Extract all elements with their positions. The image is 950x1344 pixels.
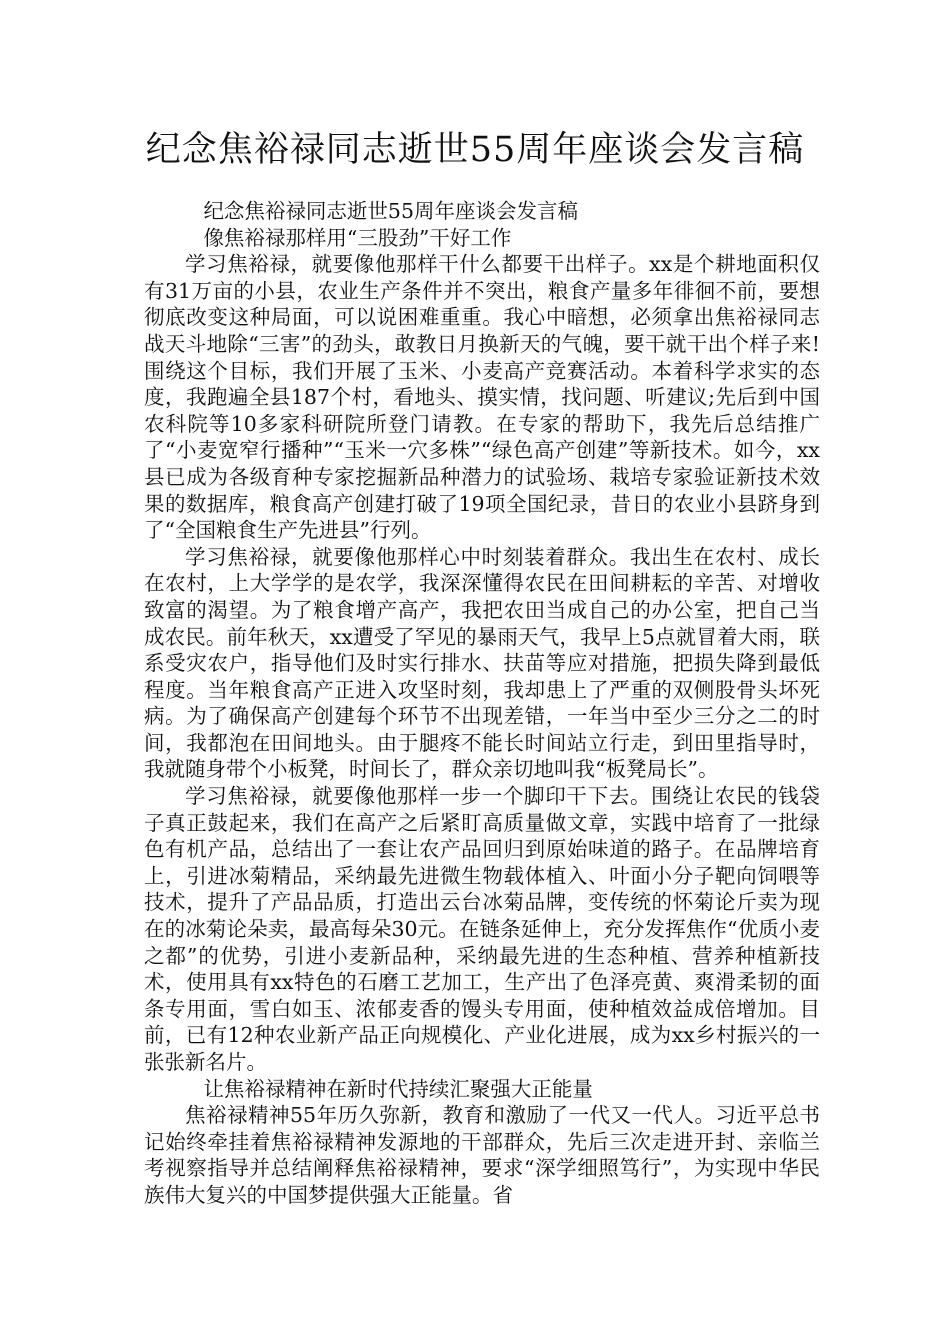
body-paragraph: 学习焦裕禄，就要像他那样一步一个脚印干下去。围绕让农民的钱袋子真正鼓起来，我们在高产之后紧盯高质量做文章，实践中培育了一批绿色有机产品，总结出了一套让农产品回归到原始味道的路子。在品牌培育上，引进冰菊精品，采纳最先进微生物载体植入、叶面小分子靶向饲喂等技术，提升了产品品质，打造出云台冰菊品牌，变传统的怀菊论斤卖为现在的冰菊论朵卖，最高每朵30元。在链条延伸上，充分发挥焦作“优质小麦之都”的优势，引进小麦新品种，采纳最先进的生态种植、营养种植新技术，使用具有xx特色的石磨工艺加工，生产出了色泽亮黄、爽滑柔韧的面条专用面，雪白如玉、浓郁麦香的馒头专用面，使种植效益成倍增加。目前，已有12种农业新产品正向规模化、产业化进展，成为xx乡村振兴的一张张新名片。 bbox=[144, 784, 820, 1074]
section-heading: 让焦裕禄精神在新时代持续汇聚强大正能量 bbox=[203, 1076, 593, 1101]
document-body bbox=[144, 198, 820, 1209]
body-paragraph: 学习焦裕禄，就要像他那样干什么都要干出样子。xx是个耕地面积仅有31万亩的小县，农业生产条件并不突出，粮食产量多年徘徊不前，要想彻底改变这种局面，可以说困难重重。我心中暗想，必须拿出焦裕禄同志战天斗地除“三害”的劲头，敢教日月换新天的气魄，要干就干出个样子来!围绕这个目标，我们开展了玉米、小麦高产竞赛活动。本着科学求实的态度，我跑遍全县187个村，看地头、摸实情，找问题、听建议;先后到中国农科院等10多家科研院所登门请教。在专家的帮助下，我先后总结推广了“小麦宽窄行播种”“玉米一穴多株”“绿色高产创建”等新技术。如今，xx县已成为各级育种专家挖掘新品种潜力的试验场、栽培专家验证新技术效果的数据库，粮食高产创建打破了19项全国纪录，昔日的农业小县跻身到了“全国粮食生产先进县”行列。 bbox=[144, 252, 820, 543]
body-paragraph: 焦裕禄精神55年历久弥新，教育和激励了一代又一代人。习近平总书记始终牵挂着焦裕禄精神发源地的干部群众，先后三次走进开封、亲临兰考视察指导并总结阐释焦裕禄精神，要求“深学细照笃行”，为实现中华民族伟大复兴的中国梦提供强大正能量。省 bbox=[144, 1103, 820, 1207]
section-heading: 像焦裕禄那样用“三股劲”干好工作 bbox=[203, 225, 512, 250]
paragraph-subtitle: 纪念焦裕禄同志逝世55周年座谈会发言稿 bbox=[203, 199, 579, 223]
document-title: 纪念焦裕禄同志逝世55周年座谈会发言稿 bbox=[145, 130, 805, 170]
body-paragraph: 学习焦裕禄，就要像他那样心中时刻装着群众。我出生在农村、成长在农村，上大学学的是农学，我深深懂得农民在田间耕耘的辛苦、对增收致富的渴望。为了粮食增产高产，我把农田当成自己的办公室，把自己当成农民。前年秋天，xx遭受了罕见的暴雨天气，我早上5点就冒着大雨，联系受灾农户，指导他们及时实行排水、扶苗等应对措施，把损失降到最低程度。当年粮食高产正进入攻坚时刻，我却患上了严重的双侧股骨头坏死病。为了确保高产创建每个环节不出现差错，一年当中至少三分之二的时间，我都泡在田间地头。由于腿疼不能长时间站立行走，到田里指导时，我就随身带个小板凳，时间长了，群众亲切地叫我“板凳局长”。 bbox=[144, 544, 820, 782]
